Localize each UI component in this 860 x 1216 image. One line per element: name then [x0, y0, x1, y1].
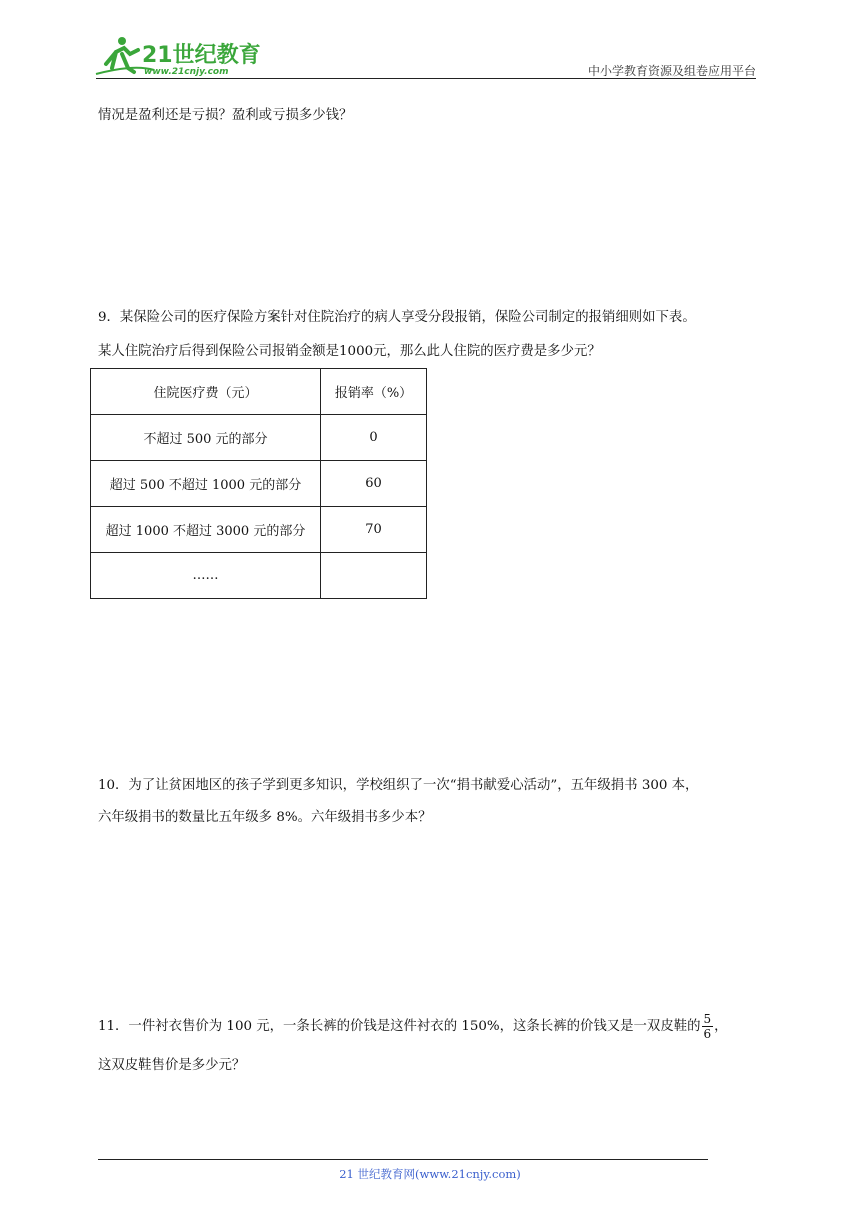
q9-line-2: 某人住院治疗后得到保险公司报销金额是1000元，那么此人住院的医疗费是多少元？: [98, 344, 601, 359]
table-row: [91, 553, 427, 599]
q11-line-1: [98, 1012, 728, 1041]
table-row: [91, 415, 427, 461]
q10-line-2: 六年级捐书的数量比五年级多 8%。六年级捐书多少本？: [98, 810, 432, 825]
platform-name: 中小学教育资源及组卷应用平台: [587, 64, 756, 78]
table-cell: 70: [321, 507, 427, 553]
table-header-rate: 报销率（%）: [321, 369, 427, 415]
table-header-row: [91, 369, 427, 415]
table-cell: 0: [321, 415, 427, 461]
site-logo: [94, 34, 264, 78]
q8-tail-text: 情况是盈利还是亏损？盈利或亏损多少钱？: [98, 108, 353, 123]
header-divider: [96, 78, 756, 79]
footer-divider: [98, 1159, 708, 1160]
table-cell: 超过 500 不超过 1000 元的部分: [91, 461, 321, 507]
table-row: [91, 507, 427, 553]
logo-url: www.21cnjy.com: [144, 67, 229, 77]
fraction: [702, 1012, 714, 1041]
q11-line-2: 这双皮鞋售价是多少元？: [98, 1058, 246, 1073]
table-cell: 超过 1000 不超过 3000 元的部分: [91, 507, 321, 553]
table-cell: ……: [91, 553, 321, 599]
q9-line-1: 9．某保险公司的医疗保险方案针对住院治疗的病人享受分段报销，保险公司制定的报销细则如下表。: [98, 310, 696, 325]
table-cell: 60: [321, 461, 427, 507]
table-cell: 不超过 500 元的部分: [91, 415, 321, 461]
reimbursement-table: [90, 368, 427, 599]
q10-line-1: 10．为了让贫困地区的孩子学到更多知识，学校组织了一次“捐书献爱心活动”，五年级捐书 300 本，: [98, 778, 699, 793]
q11-line-1-end: ，: [714, 1019, 728, 1034]
footer-link[interactable]: 21 世纪教育网(www.21cnjy.com): [339, 1167, 521, 1181]
table-cell: [321, 553, 427, 599]
q11-line-1-text: 11．一件衬衣售价为 100 元，一条长裤的价钱是这件衬衣的 150%，这条长裤的价钱又是一双皮鞋的: [98, 1019, 701, 1034]
table-row: [91, 461, 427, 507]
table-header-fee: 住院医疗费（元）: [91, 369, 321, 415]
fraction-denominator: 6: [703, 1027, 712, 1041]
logo-text: 21世纪教育: [142, 43, 261, 68]
fraction-numerator: 5: [703, 1012, 712, 1026]
